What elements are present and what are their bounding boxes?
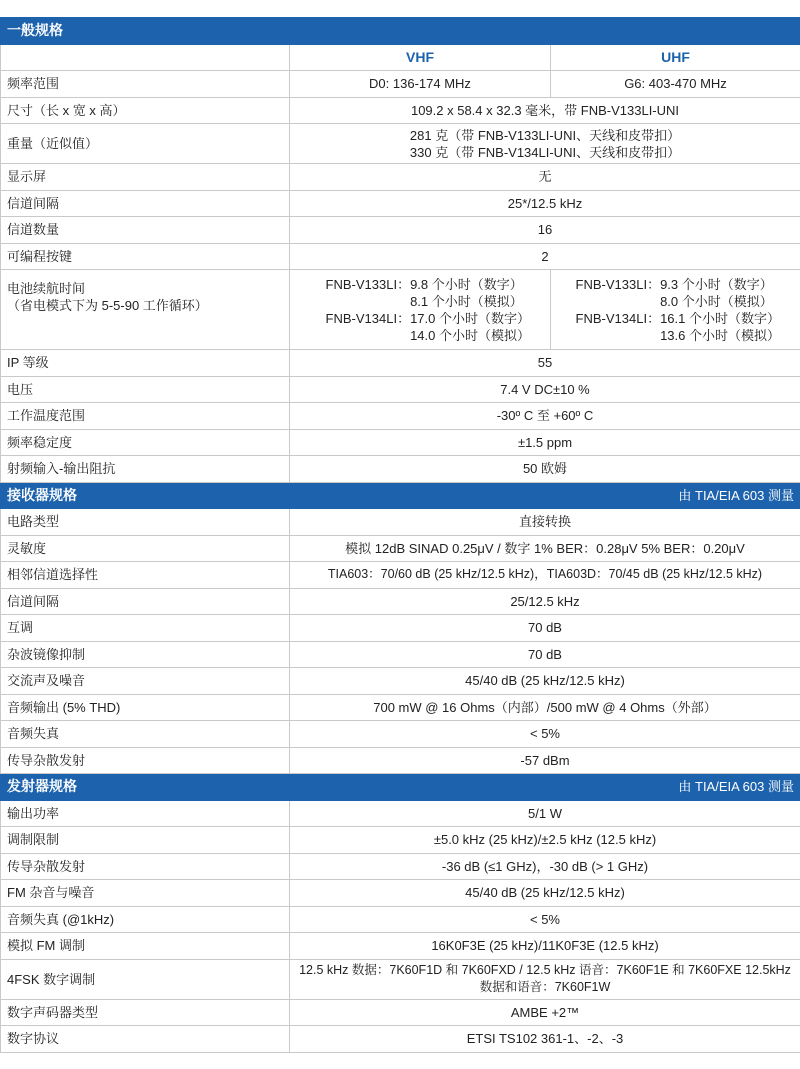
battery-model: FNB-V134LI：: [325, 310, 411, 326]
battery-vhf-cell: [290, 270, 551, 350]
row-value: 2: [290, 243, 800, 270]
section-transmitter-title: 发射器规格: [7, 778, 77, 795]
battery-model: [576, 327, 661, 344]
row-frequency-stability: [1, 429, 800, 456]
row-rx-channel-spacing: [1, 588, 800, 615]
column-vhf: VHF: [290, 44, 551, 71]
row-value: 25/12.5 kHz: [290, 588, 800, 615]
row-value: AMBE +2™: [290, 999, 800, 1026]
row-label: 音频失真 (@1kHz): [1, 906, 290, 933]
row-label: 工作温度范围: [1, 403, 290, 430]
row-label: 输出功率: [1, 800, 290, 827]
row-temperature: [1, 403, 800, 430]
row-value: [290, 959, 800, 999]
row-value: [290, 124, 800, 164]
section-title: 一般规格: [1, 18, 800, 45]
freq-vhf-value: D0: 136-174 MHz: [290, 71, 551, 98]
battery-hours: 14.0 个小时（模拟）: [410, 327, 530, 343]
section-receiver-note: 由 TIA/EIA 603 测量: [678, 487, 794, 503]
section-receiver-title: 接收器规格: [7, 486, 77, 503]
battery-hours: 16.1 个小时（数字）: [660, 310, 780, 326]
row-channel-spacing: [1, 190, 800, 217]
section-transmitter-header: [1, 774, 800, 801]
row-label: 电压: [1, 376, 290, 403]
row-sensitivity: [1, 535, 800, 562]
row-value: -30º C 至 +60º C: [290, 403, 800, 430]
battery-model: FNB-V133LI：: [575, 276, 661, 292]
row-value: 直接转换: [290, 509, 800, 536]
freq-uhf-value: G6: 403-470 MHz: [551, 71, 800, 98]
row-output-power: [1, 800, 800, 827]
row-value: ETSI TS102 361-1、-2、-3: [290, 1026, 800, 1053]
section-general-header: [1, 18, 800, 45]
row-spurious-rejection: [1, 641, 800, 668]
row-4fsk-modulation: [1, 959, 800, 999]
battery-hours: 17.0 个小时（数字）: [410, 310, 530, 326]
row-value: -57 dBm: [290, 747, 800, 774]
battery-uhf-list: [557, 276, 780, 344]
row-label: 音频失真: [1, 721, 290, 748]
row-value: 7.4 V DC±10 %: [290, 376, 800, 403]
row-label: 交流声及噪音: [1, 668, 290, 695]
row-fm-modulation: [1, 933, 800, 960]
row-label: 4FSK 数字调制: [1, 959, 290, 999]
row-value: < 5%: [290, 906, 800, 933]
row-label: 频率范围: [1, 71, 290, 98]
row-rx-conducted-spurious: [1, 747, 800, 774]
fsk-line-1: 12.5 kHz 数据：7K60F1D 和 7K60FXD / 12.5 kHz 语音：7K60F1E 和 7K60FXE 12.5kHz: [299, 963, 791, 977]
row-impedance: [1, 456, 800, 483]
row-label: 显示屏: [1, 164, 290, 191]
weight-line-2: 330 克（带 FNB-V134LI-UNI、天线和皮带扣）: [409, 144, 681, 160]
row-frequency: [1, 71, 800, 98]
battery-model: [326, 293, 411, 310]
section-transmitter-note: 由 TIA/EIA 603 测量: [678, 779, 794, 795]
row-label: 电路类型: [1, 509, 290, 536]
battery-model: FNB-V133LI：: [325, 276, 411, 292]
row-value: 70 dB: [290, 615, 800, 642]
row-value: 55: [290, 350, 800, 377]
row-value: TIA603：70/60 dB (25 kHz/12.5 kHz)，TIA603D：70/45 dB (25 kHz/12.5 kHz): [290, 562, 800, 589]
row-label: 频率稳定度: [1, 429, 290, 456]
battery-label-2: （省电模式下为 5-5-90 工作循环）: [7, 298, 208, 313]
row-value: 700 mW @ 16 Ohms（内部）/500 mW @ 4 Ohms（外部）: [290, 694, 800, 721]
section-title: [1, 482, 800, 509]
row-value: 25*/12.5 kHz: [290, 190, 800, 217]
row-label: 数字协议: [1, 1026, 290, 1053]
row-label: 传导杂散发射: [1, 853, 290, 880]
section-title: [1, 774, 800, 801]
battery-model: [326, 327, 411, 344]
row-vocoder: [1, 999, 800, 1026]
row-value: 109.2 x 58.4 x 32.3 毫米，带 FNB-V133LI-UNI: [290, 97, 800, 124]
column-uhf: UHF: [551, 44, 800, 71]
section-receiver-header: [1, 482, 800, 509]
row-battery-life: [1, 270, 800, 350]
battery-model: FNB-V134LI：: [575, 310, 661, 326]
battery-vhf-list: [296, 276, 530, 344]
column-header-row: [1, 44, 800, 71]
row-value: 无: [290, 164, 800, 191]
row-label: 调制限制: [1, 827, 290, 854]
weight-line-1: 281 克（带 FNB-V133LI-UNI、天线和皮带扣）: [409, 127, 681, 143]
battery-uhf-cell: [551, 270, 800, 350]
row-size: [1, 97, 800, 124]
row-label: 信道间隔: [1, 588, 290, 615]
battery-label-1: 电池续航时间: [7, 281, 86, 296]
row-fm-hum-noise: [1, 880, 800, 907]
row-programmable-keys: [1, 243, 800, 270]
row-label: 音频输出 (5% THD): [1, 694, 290, 721]
row-hum-noise: [1, 668, 800, 695]
row-label: 尺寸（长 x 宽 x 高）: [1, 97, 290, 124]
row-value: 模拟 12dB SINAD 0.25μV / 数字 1% BER：0.28μV 5% BER：0.20μV: [290, 535, 800, 562]
row-label: 传导杂散发射: [1, 747, 290, 774]
battery-hours: 8.0 个小时（模拟）: [660, 293, 773, 309]
row-value: 16K0F3E (25 kHz)/11K0F3E (12.5 kHz): [290, 933, 800, 960]
row-value: 45/40 dB (25 kHz/12.5 kHz): [290, 880, 800, 907]
row-value: ±1.5 ppm: [290, 429, 800, 456]
row-ip-rating: [1, 350, 800, 377]
row-digital-protocol: [1, 1026, 800, 1053]
battery-model: [576, 293, 661, 310]
row-label: 射频输入-输出阻抗: [1, 456, 290, 483]
row-voltage: [1, 376, 800, 403]
row-label: 可编程按键: [1, 243, 290, 270]
battery-hours: 8.1 个小时（模拟）: [410, 293, 523, 309]
row-value: 70 dB: [290, 641, 800, 668]
row-value: 16: [290, 217, 800, 244]
row-display: [1, 164, 800, 191]
battery-hours: 9.8 个小时（数字）: [410, 276, 523, 292]
row-label: 重量（近似值）: [1, 124, 290, 164]
row-label: 杂波镜像抑制: [1, 641, 290, 668]
row-audio-distortion: [1, 721, 800, 748]
row-intermodulation: [1, 615, 800, 642]
row-adjacent-channel: [1, 562, 800, 589]
row-label: 信道数量: [1, 217, 290, 244]
row-value: ±5.0 kHz (25 kHz)/±2.5 kHz (12.5 kHz): [290, 827, 800, 854]
row-modulation-limit: [1, 827, 800, 854]
row-label: 数字声码器类型: [1, 999, 290, 1026]
row-label: 灵敏度: [1, 535, 290, 562]
spec-table: [0, 17, 800, 1053]
row-value: < 5%: [290, 721, 800, 748]
row-value: -36 dB (≤1 GHz)，-30 dB (> 1 GHz): [290, 853, 800, 880]
row-audio-output: [1, 694, 800, 721]
row-weight: [1, 124, 800, 164]
row-label: IP 等级: [1, 350, 290, 377]
row-label: FM 杂音与噪音: [1, 880, 290, 907]
fsk-line-2: 数据和语音：7K60F1W: [479, 980, 611, 994]
row-label: [1, 270, 290, 350]
row-value: 5/1 W: [290, 800, 800, 827]
blank-header-cell: [1, 44, 290, 71]
row-circuit-type: [1, 509, 800, 536]
row-tx-conducted-spurious: [1, 853, 800, 880]
row-value: 50 欧姆: [290, 456, 800, 483]
top-margin: [0, 0, 800, 17]
row-value: 45/40 dB (25 kHz/12.5 kHz): [290, 668, 800, 695]
row-label: 互调: [1, 615, 290, 642]
row-label: 信道间隔: [1, 190, 290, 217]
row-label: 相邻信道选择性: [1, 562, 290, 589]
battery-hours: 13.6 个小时（模拟）: [660, 327, 780, 343]
row-channel-count: [1, 217, 800, 244]
row-tx-audio-distortion: [1, 906, 800, 933]
battery-hours: 9.3 个小时（数字）: [660, 276, 773, 292]
row-label: 模拟 FM 调制: [1, 933, 290, 960]
